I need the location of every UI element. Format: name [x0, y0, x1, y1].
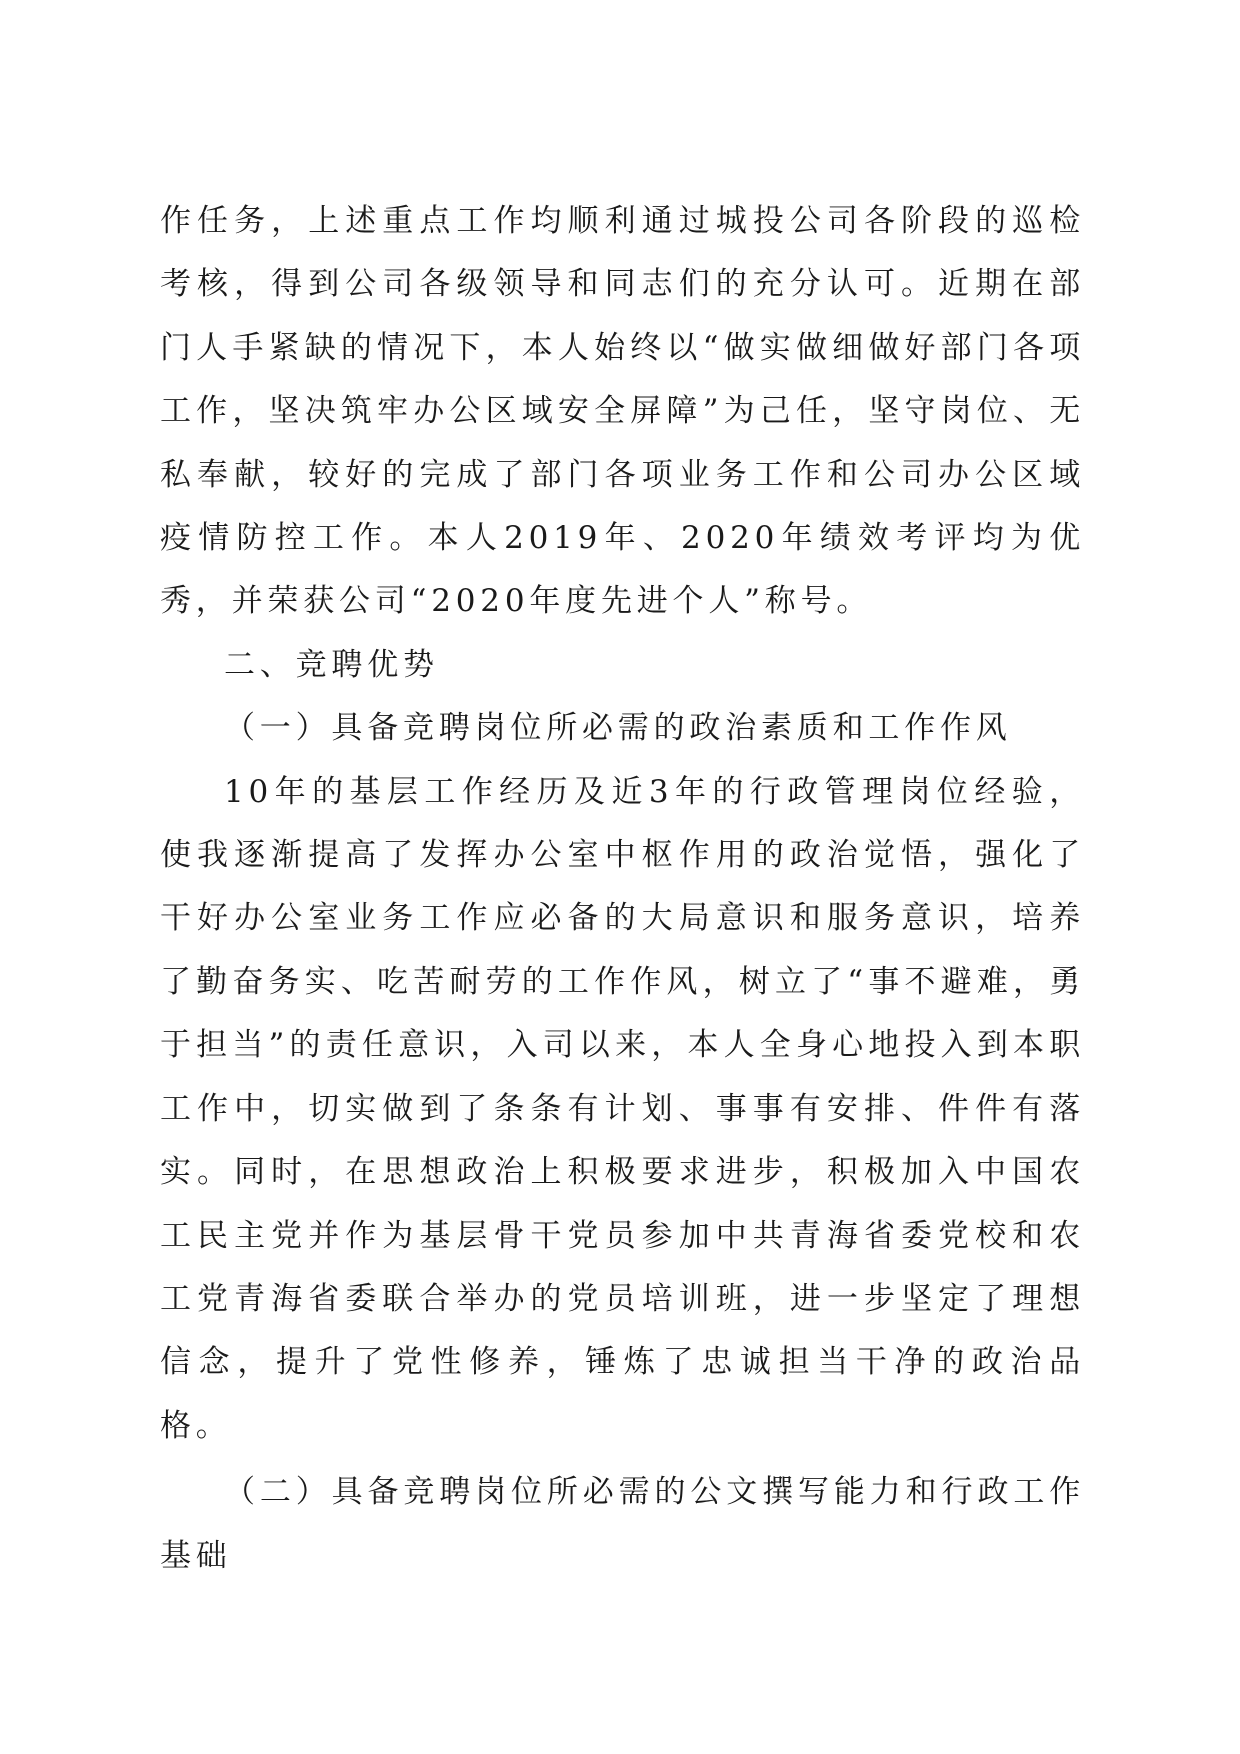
document-body [160, 190, 1085, 1588]
continuation-paragraph: 作任务，上述重点工作均顺利通过城投公司各阶段的巡检考核，得到公司各级领导和同志们的充分认可。近期在部门人手紧缺的情况下，本人始终以“做实做细做好部门各项工作，坚决筑牢办公区域安全屏障”为己任，坚守岗位、无私奉献，较好的完成了部门各项业务工作和公司办公区域疫情防控工作。本人2019年、2020年绩效考评均为优秀，并荣获公司“2020年度先进个人”称号。 [160, 203, 1085, 620]
subsection-heading-political-quality: （一）具备竞聘岗位所必需的政治素质和工作作风 [224, 710, 1012, 747]
subsection-heading-writing-ability: （二）具备竞聘岗位所必需的公文撰写能力和行政工作基础 [160, 1474, 1085, 1574]
section-heading: 二、竞聘优势 [224, 646, 439, 683]
body-paragraph-political-quality: 10年的基层工作经历及近3年的行政管理岗位经验，使我逐渐提高了发挥办公室中枢作用的政治觉悟，强化了干好办公室业务工作应必备的大局意识和服务意识，培养了勤奋务实、吃苦耐劳的工作作风，树立了“事不避难，勇于担当”的责任意识，入司以来，本人全身心地投入到本职工作中，切实做到了条条有计划、事事有安排、件件有落实。同时，在思想政治上积极要求进步，积极加入中国农工民主党并作为基层骨干党员参加中共青海省委党校和农工党青海省委联合举办的党员培训班，进一步坚定了理想信念，提升了党性修养，锤炼了忠诚担当干净的政治品格。 [160, 773, 1085, 1444]
